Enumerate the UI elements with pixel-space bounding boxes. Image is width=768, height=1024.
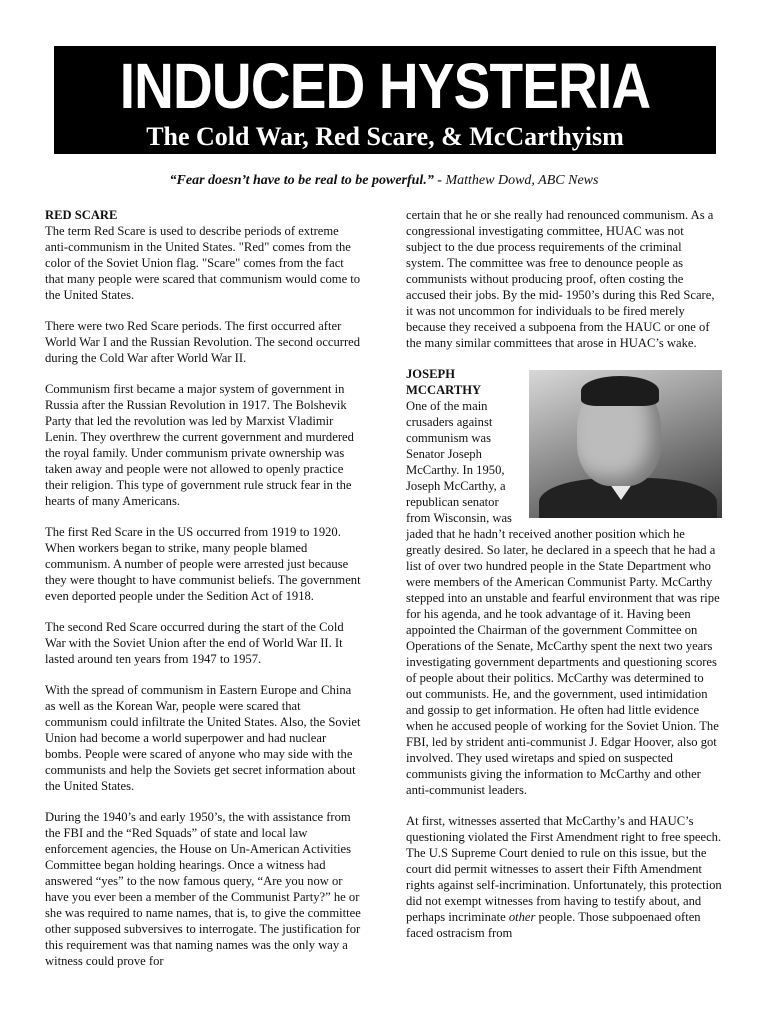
section-heading-red-scare: RED SCARE: [45, 208, 118, 222]
mccarthy-portrait-image: [529, 370, 722, 518]
quote-attribution: Matthew Dowd, ABC News: [441, 173, 599, 188]
paragraph: The term Red Scare is used to describe periods of extreme anti-communism in the United States. "Red" comes from the color of the Soviet Union flag. "Scare" comes from the fact that many people were scared that communism would come to the United States.: [45, 224, 361, 302]
header-banner: [54, 46, 716, 154]
emphasis-text: other: [508, 910, 536, 924]
portrait-hair: [581, 376, 659, 406]
paragraph: [406, 813, 722, 941]
page-title: INDUCED HYSTERIA: [119, 50, 651, 122]
left-column: [45, 207, 363, 984]
paragraph: There were two Red Scare periods. The first occurred after World War I and the Russian Revolution. The second occurred during the Cold War after World War II.: [45, 319, 361, 365]
paragraph: One of the main crusaders against communism was Senator Joseph McCarthy. In 1950, Joseph McCarthy, a republican senator from Wisconsin, was jaded that he hadn’t received another position which he greatly desired. So later, he declared in a speech that he had a list of over two hundred people in the State Department who were members of the American Communist Party. McCarthy stepped into an unstable and fearful environment that was ripe for his agenda, and he took advantage of it. Having been appointed the Chairman of the government Committee on Operations of the Senate, McCarthy spent the next two years investigating government departments and questioning scores of people about their politics. McCarthy was determined to out communists. He, and the government, used intimidation and gossip to get information. He often had little evidence when he accused people of working for the Soviet Union. The FBI, led by strident anti-communist J. Edgar Hoover, also got involved. They used wiretaps and spied on suspected communists giving the information to McCarthy and other anti-communist leaders.: [406, 399, 720, 797]
paragraph: Communism first became a major system of government in Russia after the Russian Revolution in 1917. The Bolshevik Party that led the revolution was led by Marxist Vladimir Lenin. They overthrew the current government and murdered the royal family. Under communism private ownership was taken away and people were not allowed to openly practice their religion. This type of government rule struck fear in the hearts of many Americans.: [45, 382, 354, 508]
right-column: [406, 207, 722, 956]
red-scare-section: [45, 207, 363, 303]
page-subtitle: The Cold War, Red Scare, & McCarthyism: [146, 122, 624, 151]
quote-text: “Fear doesn’t have to be real to be powerful.” -: [169, 173, 442, 188]
section-heading-mccarthy: JOSEPH MCCARTHY: [406, 367, 482, 397]
paragraph-text: people. Those subpoenaed often faced ostracism from: [406, 910, 701, 940]
paragraph-text: At first, witnesses asserted that McCarthy’s and HAUC’s questioning violated the First Amendment right to free speech. The U.S Supreme Court denied to rule on this issue, but the court did permit witnesses to assert their Fifth Amendment rights against self-incrimination. Unfortunately, this protection did not exempt witnesses from having to testify about, and perhaps incriminate: [406, 814, 722, 924]
paragraph: certain that he or she really had renounced communism. As a congressional investigating committee, HUAC was not subject to the due process requirements of the criminal system. The committee was free to denounce people as communists without producing proof, often costing the accused their jobs. By the mid- 1950’s during this Red Scare, it was not uncommon for individuals to be fired merely because they received a subpoena from the HAUC or one of the many similar committees that arose in HUAC’s wake.: [406, 208, 715, 350]
mccarthy-section: [406, 366, 722, 798]
paragraph: The second Red Scare occurred during the start of the Cold War with the Soviet Union after the end of World War II. It lasted around ten years from 1947 to 1957.: [45, 620, 344, 666]
paragraph: The first Red Scare in the US occurred from 1919 to 1920. When workers began to strike, many people blamed communism. A number of people were arrested just because they were thought to have communist beliefs. The government even deported people under the Sedition Act of 1918.: [45, 525, 361, 603]
paragraph: With the spread of communism in Eastern Europe and China as well as the Korean War, people were scared that communism could infiltrate the United States. Also, the Soviet Union had become a world superpower and had nuclear bombs. People were scared of anyone who may side with the communists and help the Soviets get secret information about the United States.: [45, 683, 361, 793]
paragraph: During the 1940’s and early 1950’s, the with assistance from the FBI and the “Red Squads” of state and local law enforcement agencies, the House on Un-American Activities Committee began holding hearings. Once a witness had answered “yes” to the now famous query, “Are you now or have you ever been a member of the Communist Party?” he or she was required to name names, that is, to give the committee other supposed subversives to interrogate. The justification for this requirement was that naming names was the only way a witness could prove for: [45, 810, 361, 968]
epigraph: [0, 172, 768, 190]
